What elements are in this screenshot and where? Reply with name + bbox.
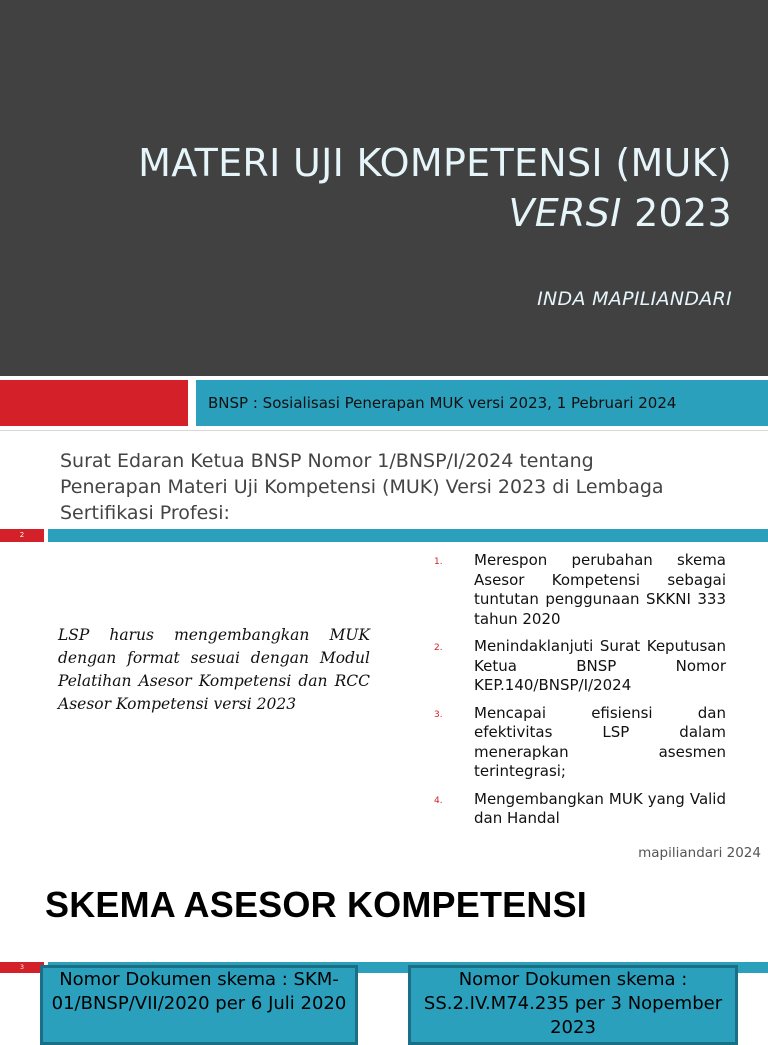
slide-title <box>32 138 732 238</box>
slide3-number-badge: 3 <box>0 962 44 973</box>
footer-credit: mapiliandari 2024 <box>638 845 761 861</box>
slide2-number-badge: 2 <box>0 529 44 542</box>
list-number: 1. <box>434 557 443 567</box>
title-slide <box>0 0 768 376</box>
title-year: 2023 <box>621 191 732 235</box>
title-line-2 <box>32 188 732 238</box>
slide2-teal-bar <box>48 529 768 542</box>
list-text: Mencapai efisiensi dan efektivitas LSP dalam menerapkan asesmen terintegrasi; <box>474 703 726 780</box>
title-versi: VERSI <box>508 191 622 235</box>
slide-separator <box>0 430 768 431</box>
title-line-1: MATERI UJI KOMPETENSI (MUK) <box>138 141 732 185</box>
list-number: 4. <box>434 795 443 806</box>
event-banner: BNSP : Sosialisasi Penerapan MUK versi 2023, 1 Pebruari 2024 <box>196 380 768 426</box>
list-item <box>434 790 726 829</box>
author-name: INDA MAPILIANDARI <box>537 288 732 310</box>
list-item <box>434 551 726 629</box>
slide2-statement: LSP harus mengembangkan MUK dengan format sesuai dengan Modul Pelatihan Asesor Kompetensi dan RCC Asesor Kompetensi versi 2023 <box>58 626 370 713</box>
slide3-title: SKEMA ASESOR KOMPETENSI <box>45 884 587 925</box>
list-text: Merespon perubahan skema Asesor Kompetensi sebagai tuntutan penggunaan SKKNI 333 tahun 2020 <box>474 551 726 628</box>
slide2-reason-list <box>434 551 726 837</box>
list-text: Menindaklanjuti Surat Keputusan Ketua BNSP Nomor KEP.140/BNSP/I/2024 <box>474 637 726 694</box>
list-text: Mengembangkan MUK yang Valid dan Handal <box>474 789 726 827</box>
divider <box>0 376 768 378</box>
slide2-heading: Surat Edaran Ketua BNSP Nomor 1/BNSP/I/2024 tentang Penerapan Materi Uji Kompetensi (MUK) Versi 2023 di Lembaga Sertifikasi Profesi: <box>60 450 664 524</box>
scheme-doc-box-new: Nomor Dokumen skema : SS.2.IV.M74.235 per 3 Nopember 2023 <box>408 965 738 1045</box>
list-item <box>434 704 726 782</box>
red-accent-block <box>0 380 188 426</box>
scheme-doc-box-old: Nomor Dokumen skema : SKM-01/BNSP/VII/2020 per 6 Juli 2020 <box>40 965 358 1045</box>
list-number: 3. <box>434 709 443 720</box>
list-number: 2. <box>434 643 443 653</box>
list-item <box>434 637 726 696</box>
